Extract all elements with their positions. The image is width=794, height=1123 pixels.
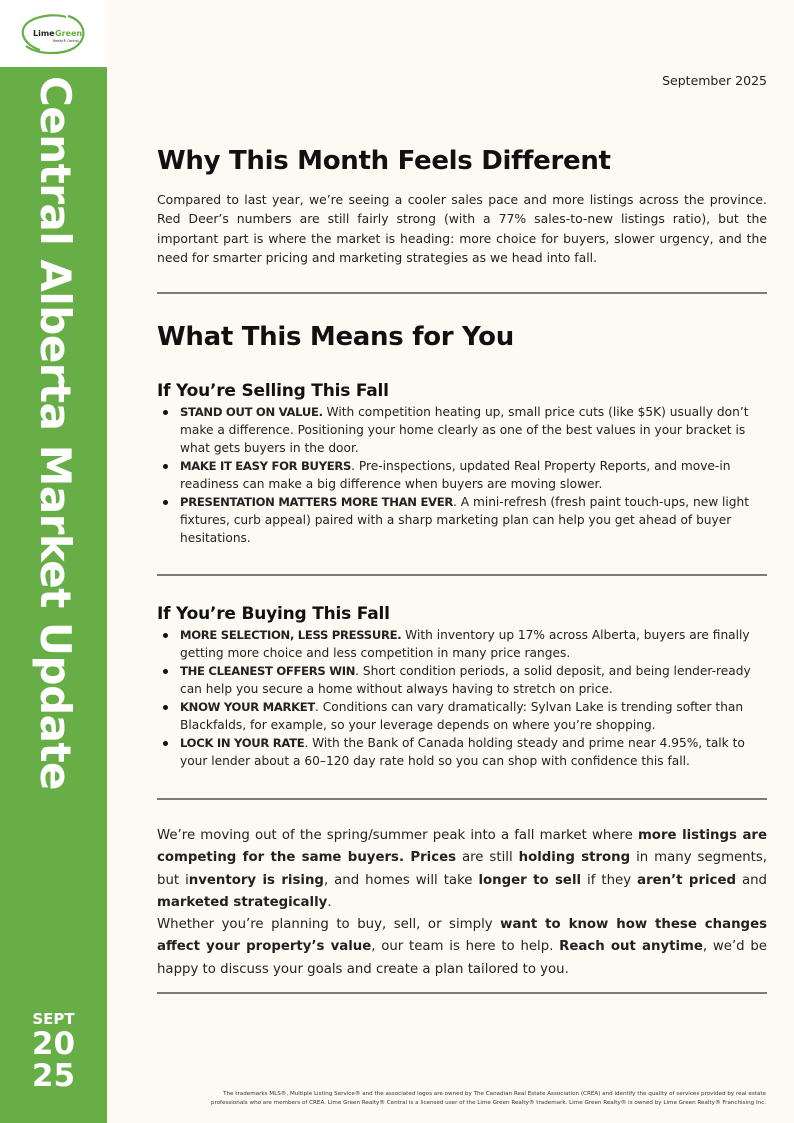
- list-item: [157, 493, 767, 547]
- list-item: [157, 403, 767, 457]
- list-item-text: . Short condition periods, a solid deposit, and being lender-ready can help you secure a home without always having to stretch on price.: [180, 664, 751, 696]
- list-item: [157, 662, 767, 698]
- emphasis-text: more listings are competing for the same buyers. Prices: [157, 828, 768, 866]
- section-title-why: Why This Month Feels Different: [157, 146, 611, 176]
- list-item: [157, 698, 767, 734]
- emphasis-text: aren’t priced: [637, 872, 736, 888]
- bullet-icon: [163, 705, 168, 710]
- divider: [157, 574, 767, 576]
- list-item-lead: STAND OUT ON VALUE.: [180, 405, 323, 419]
- list-item-text: . A mini-refresh (fresh paint touch-ups, new light fixtures, curb appeal) paired with a sharp marketing plan can help you get ahead of buyer hesitations.: [180, 495, 750, 545]
- divider: [157, 292, 767, 294]
- selling-block: [157, 381, 767, 547]
- legal-footer: [110, 1090, 766, 1108]
- list-item-lead: MORE SELECTION, LESS PRESSURE.: [180, 628, 402, 642]
- list-item-lead: PRESENTATION MATTERS MORE THAN EVER: [180, 495, 453, 509]
- section-means: [157, 322, 767, 352]
- section-body-why: Compared to last year, we’re seeing a cooler sales pace and more listings across the province. Red Deer’s numbers are still fairly strong (with a 77% sales-to-new listings ratio), but the important part is where the market is heading: more choice for buyers, slower urgency, and the need for smarter pricing and marketing strategies as we head into fall.: [157, 192, 767, 265]
- footer-line-2: professionals who are members of CREA. Lime Green Realty® Central is a licensed user of the Lime Green Realty® trademark. Lime Green Realty® is owned by Lime Green Realty® Franchising Inc.: [210, 1100, 766, 1106]
- divider: [157, 992, 767, 994]
- bullet-icon: [163, 410, 168, 415]
- bullet-icon: [163, 669, 168, 674]
- closing-paragraph-2: [157, 914, 767, 981]
- buying-list: [157, 626, 767, 770]
- sidebar-title: Central Alberta Market Update: [31, 76, 80, 791]
- logo-text-green: Green: [55, 29, 83, 38]
- section-title-means: What This Means for You: [157, 322, 514, 352]
- emphasis-text: longer to sell: [478, 872, 582, 888]
- selling-heading: If You’re Selling This Fall: [157, 381, 389, 401]
- issue-date: September 2025: [662, 73, 767, 88]
- list-item-lead: LOCK IN YOUR RATE: [180, 736, 305, 750]
- section-why: [157, 146, 767, 267]
- list-item: [157, 626, 767, 662]
- list-item: [157, 734, 767, 770]
- logo-subtext: Realty® Central: [53, 39, 79, 43]
- emphasis-text: marketed strategically: [157, 894, 328, 910]
- sidebar-date-year-1: 20: [31, 1026, 76, 1062]
- list-item-lead: KNOW YOUR MARKET: [180, 700, 316, 714]
- closing-paragraph-1: [157, 825, 767, 914]
- body-text: are still: [456, 850, 519, 866]
- list-item-text: . Pre-inspections, updated Real Property Reports, and move-in readiness can make a big difference when buyers are moving slower.: [180, 459, 731, 491]
- list-item-text: With inventory up 17% across Alberta, buyers are finally getting more choice and less competition in many price ranges.: [180, 628, 750, 660]
- selling-list: [157, 403, 767, 547]
- footer-line-1: The trademarks MLS®, Multiple Listing Service® and the associated logos are owned by The Canadian Real Estate Association (CREA) and identify the quality of services provided by real estate: [223, 1091, 766, 1097]
- sidebar-date-month: SEPT: [32, 1010, 75, 1028]
- body-text: , and homes will take: [323, 872, 479, 888]
- sidebar: [0, 0, 107, 1123]
- logo-text: Lime: [33, 29, 55, 38]
- divider: [157, 798, 767, 800]
- bullet-icon: [163, 500, 168, 505]
- closing-block: [157, 825, 767, 981]
- list-item-text: . With the Bank of Canada holding steady and prime near 4.95%, talk to your lender about a 60–120 day rate hold so you can shop with confidence this fall.: [180, 736, 745, 768]
- buying-heading: If You’re Buying This Fall: [157, 604, 390, 624]
- body-text: .: [327, 894, 332, 910]
- emphasis-text: holding strong: [518, 850, 631, 866]
- list-item-lead: MAKE IT EASY FOR BUYERS: [180, 459, 352, 473]
- body-text: and: [735, 872, 767, 888]
- buying-block: [157, 604, 767, 770]
- emphasis-text: want to know how these changes affect your property’s value: [157, 917, 767, 955]
- list-item-text: . Conditions can vary dramatically: Sylvan Lake is trending softer than Blackfalds, for example, so your leverage depends on where you’re shopping.: [180, 700, 744, 732]
- body-text: if they: [581, 872, 638, 888]
- logo: [0, 0, 107, 67]
- bullet-icon: [163, 464, 168, 469]
- body-text: Whether you’re planning to buy, sell, or simply: [157, 917, 501, 933]
- bullet-icon: [163, 633, 168, 638]
- list-item-lead: THE CLEANEST OFFERS WIN: [180, 664, 356, 678]
- emphasis-text: Reach out anytime: [559, 939, 703, 955]
- logo-swoosh-icon: [18, 12, 88, 56]
- sidebar-date: [0, 1010, 107, 1092]
- sidebar-date-year-2: 25: [31, 1058, 76, 1094]
- list-item-text: With competition heating up, small price cuts (like $5K) usually don’t make a difference. Positioning your home clearly as one of the best values in your bracket is what gets buyers in the door.: [180, 405, 749, 455]
- bullet-icon: [163, 741, 168, 746]
- body-text: in many segments, but i: [157, 850, 768, 888]
- body-text: We’re moving out of the spring/summer peak into a fall market where: [157, 828, 638, 843]
- emphasis-text: nventory is rising: [188, 872, 324, 888]
- body-text: , our team is here to help.: [371, 939, 560, 955]
- list-item: [157, 457, 767, 493]
- body-text: , we’d be happy to discuss your goals and create a plan tailored to you.: [157, 939, 767, 977]
